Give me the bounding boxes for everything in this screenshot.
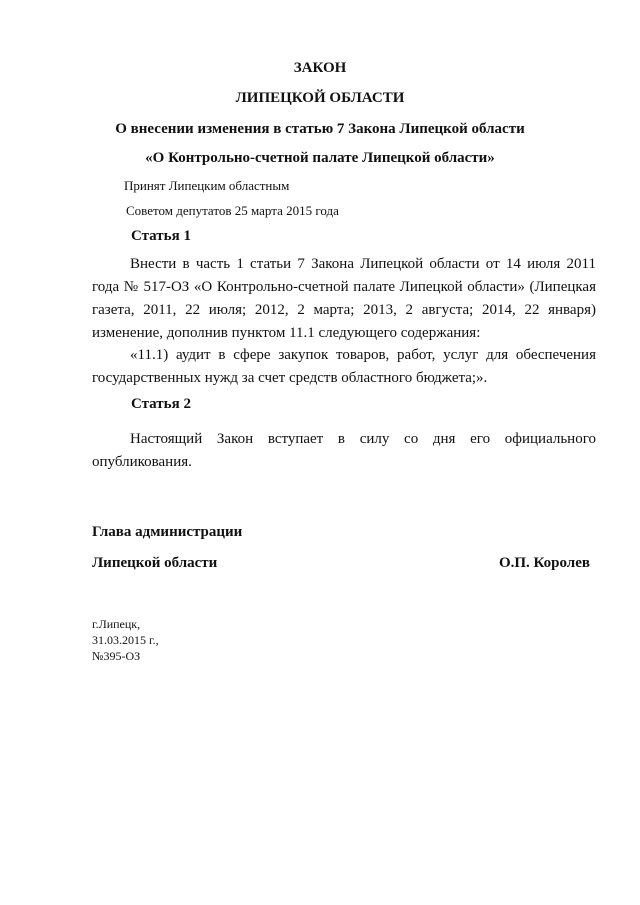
law-title: ЗАКОН xyxy=(293,60,347,76)
footer-number: №395-ОЗ xyxy=(92,649,141,663)
article1-paragraph2: «11.1) аудит в сфере закупок товаров, работ, услуг для обеспечения государственных нужд за счет средств областного бюджета;». xyxy=(92,347,596,386)
article1-heading: Статья 1 xyxy=(131,228,191,244)
signatory-name: О.П. Королев xyxy=(498,555,590,571)
article1-paragraph1: Внести в часть 1 статьи 7 Закона Липецкой области от 14 июля 2011 года № 517-ОЗ «О Контрольно-счетной палате Липецкой области» (Липецкая газета, 2011, 22 июля; 2012, 2 марта; 2013, 2 августа; 2014, 22 января) изменение, дополнив пунктом 11.1 следующего содержания: xyxy=(92,256,596,341)
article2-heading: Статья 2 xyxy=(131,396,191,412)
signatory-position-line1: Глава администрации xyxy=(92,524,243,540)
accepted-by-line1: Принят Липецким областным xyxy=(124,178,290,193)
law-region: ЛИПЕЦКОЙ ОБЛАСТИ xyxy=(235,90,405,106)
footer-place: г.Липецк, xyxy=(92,617,141,631)
accepted-by-line2: Советом депутатов 25 марта 2015 года xyxy=(126,203,339,218)
signatory-position-line2: Липецкой области xyxy=(92,555,218,571)
article2-paragraph: Настоящий Закон вступает в силу со дня его официального опубликования. xyxy=(92,431,596,470)
law-subject-line2: «О Контрольно-счетной палате Липецкой области» xyxy=(145,150,495,166)
law-subject-line1: О внесении изменения в статью 7 Закона Липецкой области xyxy=(115,121,525,137)
footer-date: 31.03.2015 г., xyxy=(92,633,159,647)
